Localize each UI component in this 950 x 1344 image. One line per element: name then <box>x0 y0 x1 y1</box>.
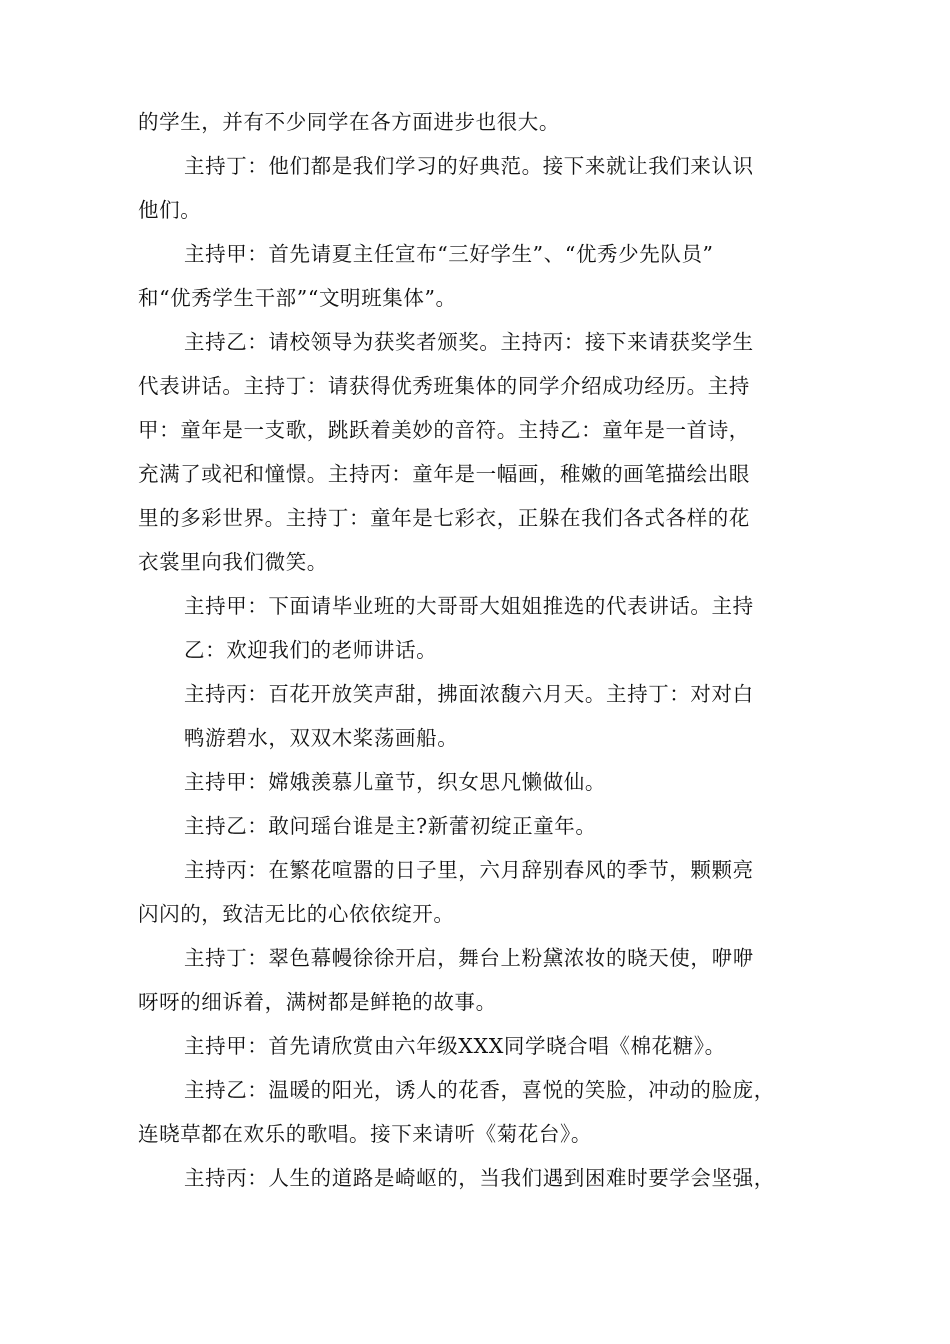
text-line: 衣裳里向我们微笑。 <box>138 550 328 574</box>
text-line: 充满了或祀和憧憬。主持丙：童年是一幅画，稚嫩的画笔描绘出眼 <box>138 462 750 486</box>
text-line: 和“优秀学生干部”“文明班集体”。 <box>138 286 457 310</box>
text-line: 主持丁：翠色幕幔徐徐开启，舞台上粉黛浓妆的晓天使，咿咿 <box>184 946 754 970</box>
text-line: 甲：童年是一支歌，跳跃着美妙的音符。主持乙：童年是一首诗， <box>138 418 750 442</box>
text-line: 主持甲：下面请毕业班的大哥哥大姐姐推选的代表讲话。主持 <box>184 594 754 618</box>
text-line: 主持乙：请校领导为获奖者颁奖。主持丙：接下来请获奖学生 <box>184 330 754 354</box>
text-line: 主持丙：人生的道路是崎岖的，当我们遇到困难时要学会坚强， <box>184 1166 775 1190</box>
text-line: 乙：欢迎我们的老师讲话。 <box>184 638 438 662</box>
text-line: 他们。 <box>138 198 202 222</box>
text-line: 主持甲：嫦娥羡慕儿童节，织女思凡懒做仙。 <box>184 770 606 794</box>
text-line: 主持丙：百花开放笑声甜，拂面浓馥六月天。主持丁：对对白 <box>184 682 754 706</box>
text-line: 主持丁：他们都是我们学习的好典范。接下来就让我们来认识 <box>184 154 754 178</box>
text-line: 主持乙：敢问瑶台谁是主?新蕾初绽正童年。 <box>184 814 597 838</box>
text-line: 的学生，并有不少同学在各方面进步也很大。 <box>138 110 560 134</box>
text-line: 代表讲话。主持丁：请获得优秀班集体的同学介绍成功经历。主持 <box>138 374 750 398</box>
text-line: 闪闪的，致洁无比的心依依绽开。 <box>138 902 455 926</box>
text-line: 鸭游碧水，双双木桨荡画船。 <box>184 726 459 750</box>
text-line: 主持乙：温暖的阳光，诱人的花香，喜悦的笑脸，冲动的脸庞， <box>184 1078 775 1102</box>
text-line: 主持甲：首先请夏主任宣布“三好学生”、“优秀少先队员” <box>184 242 714 266</box>
text-line: 里的多彩世界。主持丁：童年是七彩衣，正躲在我们各式各样的花 <box>138 506 750 530</box>
text-line: 连晓草都在欢乐的歌唱。接下来请听《菊花台》。 <box>138 1122 592 1146</box>
text-line: 主持丙：在繁花喧嚣的日子里，六月辞别春风的季节，颗颗亮 <box>184 858 754 882</box>
text-line: 主持甲：首先请欣赏由六年级XXX同学晓合唱《棉花糖》。 <box>184 1034 726 1058</box>
text-line: 呀呀的细诉着，满树都是鲜艳的故事。 <box>138 990 497 1014</box>
